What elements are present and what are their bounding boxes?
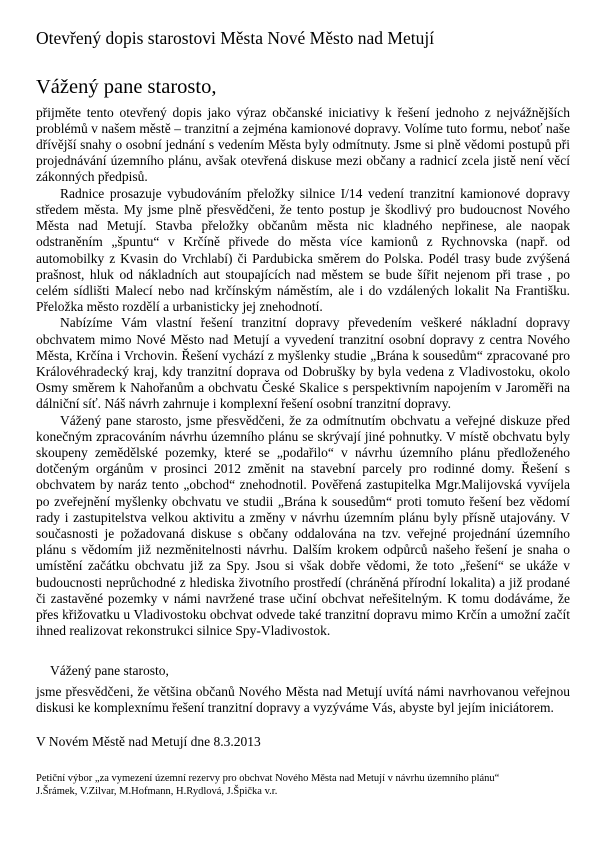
closing-greeting: Vážený pane starosto, — [50, 663, 169, 679]
committee-name: Petiční výbor „za vymezení územní rezervy pro obchvat Nového Města nad Metují v návrhu územního plánu“ — [36, 773, 500, 785]
paragraph-motives: Vážený pane starosto, jsme přesvědčeni, že za odmítnutím obchvatu a veřejné diskuze před konečným zpracováním návrhu územního plánu se skrývají jiné pohnutky. V místě obchvatu byly skoupeny zemědělské pozemky, které se „podařilo“ v návrhu územního plánu předloženého dotčeným orgánům v prosinci 2012 změnit na stavební parcely pro rodinné domy. Řešení s obchvatem by naráz tento „obchod“ znehodnotil. Pověřená zastupitelka Mgr.Malijovská vyvíjela po zveřejnění myšlenky obchvatu ve studii „Brána k sousedům“ proti tomuto řešení bez vědomí rady i zastupitelstva velkou aktivitu a změny v návrhu územním plánu byly přísně utajovány. V současnosti je požadovaná diskuse s občany oddalována na tzv. veřejné projednání územního plánu s vědomím již nezměnitelnosti návrhu. Dalším krokem odpůrců našeho řešení je snaha o umístění začátku obchvatu již za Spy. Jsou si však dobře vědomi, že toto „řešení“ se ukáže v budoucnosti neprůchodné z hlediska životního prostředí (chráněná přírodní lokalita) a již prodané či zastavěné pozemky v námi navržené trase učiní obchvat neřešitelným. K tomu dodáváme, že přes křižovatku u Vladivostoku obchvat odvede také tranzitní dopravu mimo Krčín a umožní začít ihned realizovat rekonstrukci silnice Spy-Vladivostok. — [36, 412, 570, 639]
place-date: V Novém Městě nad Metují dne 8.3.2013 — [36, 733, 261, 749]
paragraph-proposal: Nabízíme Vám vlastní řešení tranzitní dopravy převedením veškeré nákladní dopravy obchvatem mimo Nové Město nad Metují a vyvedení tranzitní osobní dopravy z centra Nového Města, Krčína i Vrchovin. Řešení vychází z myšlenky studie „Brána k sousedům“ zpracované pro Královéhradecký kraj, kdy tranzitní doprava od Dobrušky by byla vedena z Vladivostoku, okolo Osmy směrem k Nahořanům a obchvatu České Skalice s perspektivním napojením v Jaroměři na dálniční síť. Náš návrh zahrnuje i komplexní řešení osobní tranzitní dopravy. — [36, 315, 570, 412]
signature-block — [36, 772, 570, 798]
paragraph-bypass-critique: Radnice prosazuje vybudováním přeložky silnice I/14 vedení tranzitní kamionové dopravy středem města. My jsme plně přesvědčeni, že tento postup je škodlivý pro budoucnost Nového Města nad Metují. Stavba přeložky občanům města nic kladného nepřinese, ale naopak odstraněním „špuntu“ v Krčíně přivede do města více kamionů z Rychnovska (např. od automobilky z Kvasin do Vrchlabí) či Pardubicka směrem do Polska. Podél trasy bude zvýšená prašnost, hluk od nákladních aut stoupajících nad městem se bude šířit nejenom při trase , po celém sídlišti Malecí nebo nad krčínským náměstím, ale i do vzdálených lokalit Na Františku. Přeložka město rozdělí a urbanisticky jej znehodnotí. — [36, 185, 570, 315]
salutation: Vážený pane starosto, — [36, 76, 217, 99]
letter-page — [36, 28, 570, 798]
signatories: J.Šrámek, V.Zilvar, M.Hofmann, H.Rydlová, J.Špička v.r. — [36, 786, 278, 798]
closing-paragraph: jsme přesvědčeni, že většina občanů Nového Města nad Metují uvítá námi navrhovanou veřejnou diskusi ke komplexnímu řešení tranzitní dopravy a vyzýváme Vás, abyste byl jejím iniciátorem. — [36, 683, 570, 715]
paragraph-intro: přijměte tento otevřený dopis jako výraz občanské iniciativy k řešení jednoho z nejvážnějších problémů v našem městě – tranzitní a zejména kamionové dopravy. Volíme tuto formu, neboť naše dřívější snahy o osobní jednání s vedením Města byly odmítnuty. Jsme si plně vědomi postupů při projednávání územního plánu, avšak otevřená diskuse mezi občany a radnicí zcela jistě není věcí zákonných předpisů. — [36, 104, 570, 185]
letter-title: Otevřený dopis starostovi Města Nové Město nad Metují — [36, 28, 435, 48]
